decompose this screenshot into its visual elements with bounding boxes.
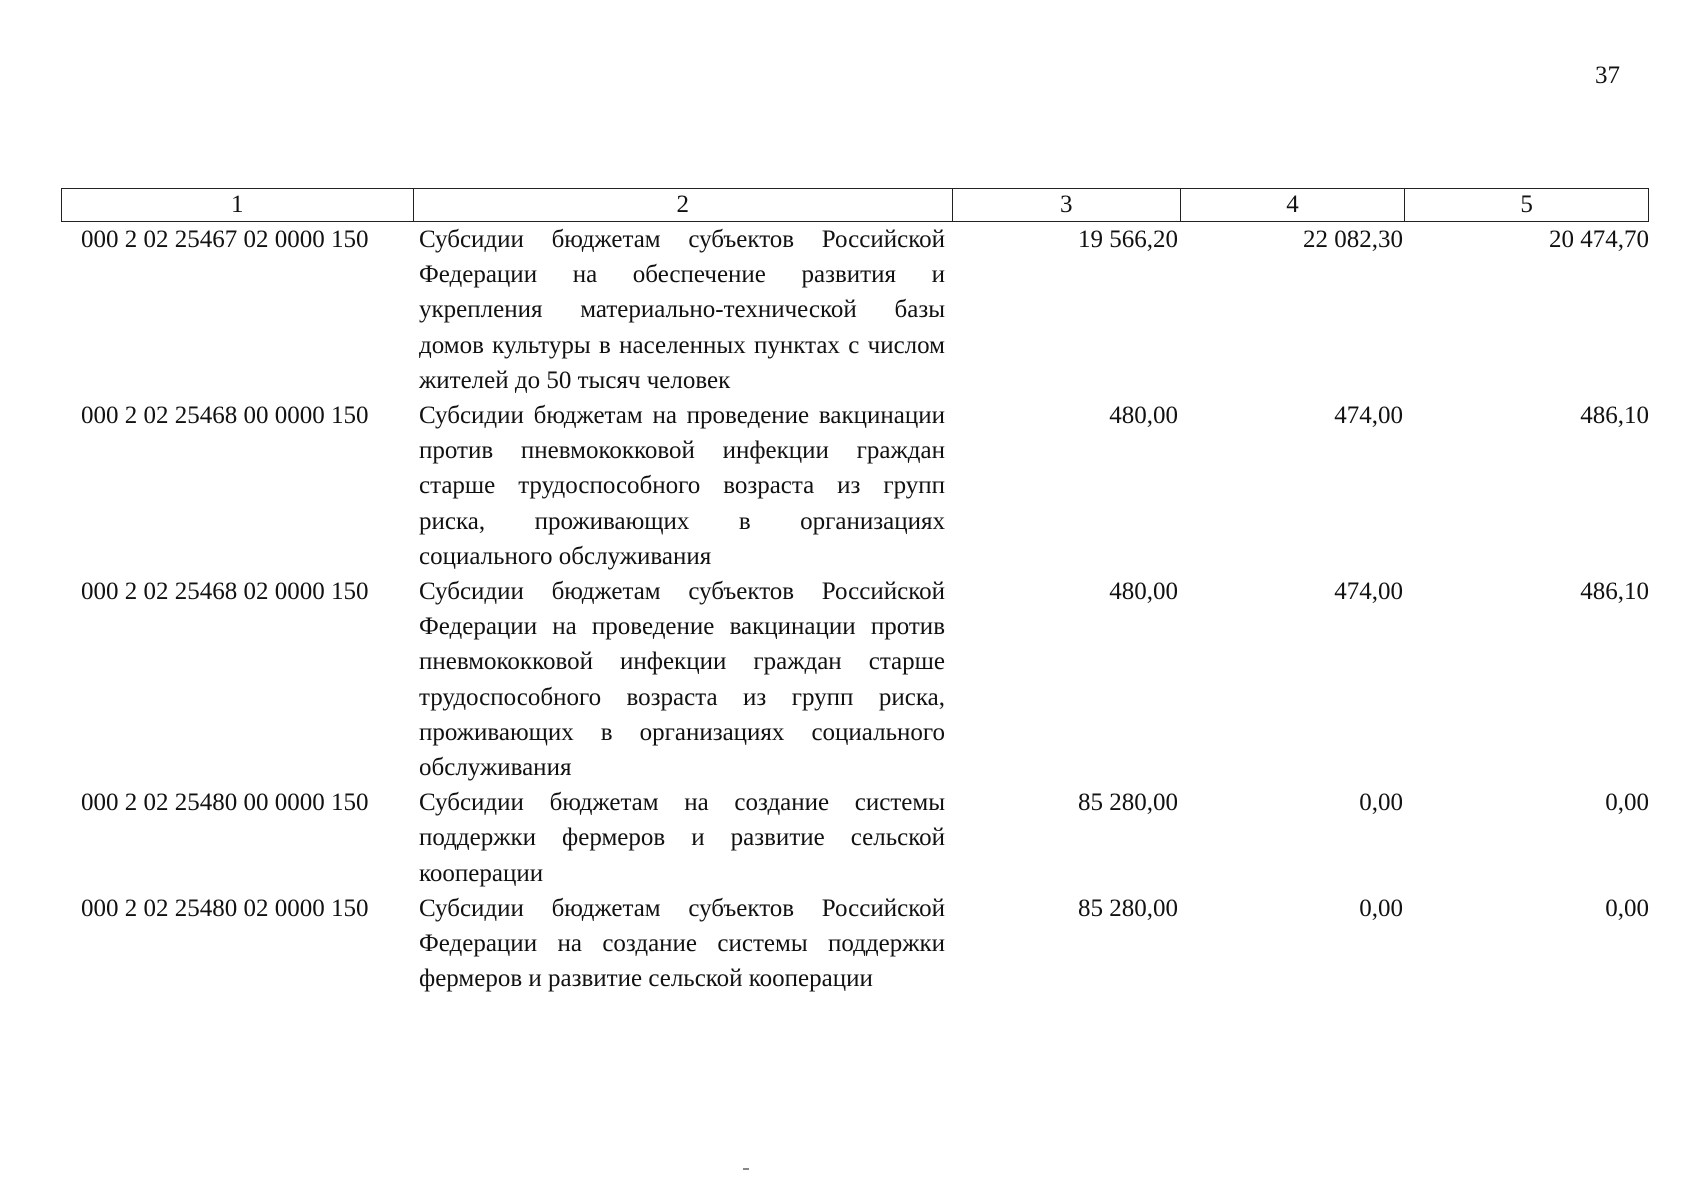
budget-code: 000 2 02 25468 00 0000 150 bbox=[81, 402, 369, 430]
table-row bbox=[61, 891, 1649, 997]
value-col-5: 20 474,70 bbox=[1549, 226, 1649, 253]
budget-code: 000 2 02 25468 02 0000 150 bbox=[81, 578, 369, 606]
header-col-1: 1 bbox=[62, 189, 414, 221]
table-row bbox=[61, 785, 1649, 891]
value-col-5: 0,00 bbox=[1605, 789, 1649, 817]
table-row bbox=[61, 574, 1649, 785]
value-col-3: 480,00 bbox=[1109, 402, 1178, 430]
value-col-3: 85 280,00 bbox=[1078, 789, 1178, 817]
table-row bbox=[61, 398, 1649, 574]
row-description: Субсидии бюджетам субъектов Российской Федерации на проведение вакцинации против пневмококковой инфекции граждан старше трудоспособного возраста из групп риска, проживающих в организациях социального обслуживания bbox=[419, 578, 945, 782]
value-col-5: 486,10 bbox=[1580, 578, 1649, 606]
header-col-3: 3 bbox=[953, 189, 1181, 221]
header-col-5: 5 bbox=[1520, 191, 1533, 218]
value-col-4: 22 082,30 bbox=[1303, 226, 1403, 253]
budget-code: 000 2 02 25467 02 0000 150 bbox=[81, 226, 369, 253]
value-col-3: 19 566,20 bbox=[1078, 226, 1178, 253]
value-col-3: 480,00 bbox=[1109, 578, 1178, 606]
header-col-2: 2 bbox=[414, 189, 953, 221]
row-description: Субсидии бюджетам субъектов Российской Федерации на создание системы поддержки фермеров и развитие сельской кооперации bbox=[419, 894, 945, 993]
value-col-5: 0,00 bbox=[1605, 894, 1649, 922]
budget-table bbox=[61, 188, 1649, 996]
table-row bbox=[61, 222, 1649, 398]
budget-code: 000 2 02 25480 00 0000 150 bbox=[81, 789, 369, 817]
table-header-row bbox=[61, 188, 1649, 222]
row-description: Субсидии бюджетам субъектов Российской Федерации на обеспечение развития и укрепления материально-технической базы домов культуры в населенных пунктах с числом жителей до 50 тысяч человек bbox=[419, 226, 945, 394]
value-col-4: 474,00 bbox=[1334, 402, 1403, 430]
row-description: Субсидии бюджетам на проведение вакцинации против пневмококковой инфекции граждан старше трудоспособного возраста из групп риска, проживающих в организациях социального обслуживания bbox=[419, 402, 945, 570]
budget-code: 000 2 02 25480 02 0000 150 bbox=[81, 894, 369, 922]
header-col-4: 4 bbox=[1181, 189, 1406, 221]
value-col-4: 0,00 bbox=[1359, 894, 1403, 922]
value-col-3: 85 280,00 bbox=[1078, 894, 1178, 922]
row-description: Субсидии бюджетам на создание системы поддержки фермеров и развитие сельской кооперации bbox=[419, 789, 945, 887]
value-col-4: 0,00 bbox=[1359, 789, 1403, 817]
scan-artifact bbox=[743, 1168, 749, 1170]
value-col-5: 486,10 bbox=[1580, 402, 1649, 430]
value-col-4: 474,00 bbox=[1334, 578, 1403, 606]
page-number: 37 bbox=[1595, 62, 1620, 89]
